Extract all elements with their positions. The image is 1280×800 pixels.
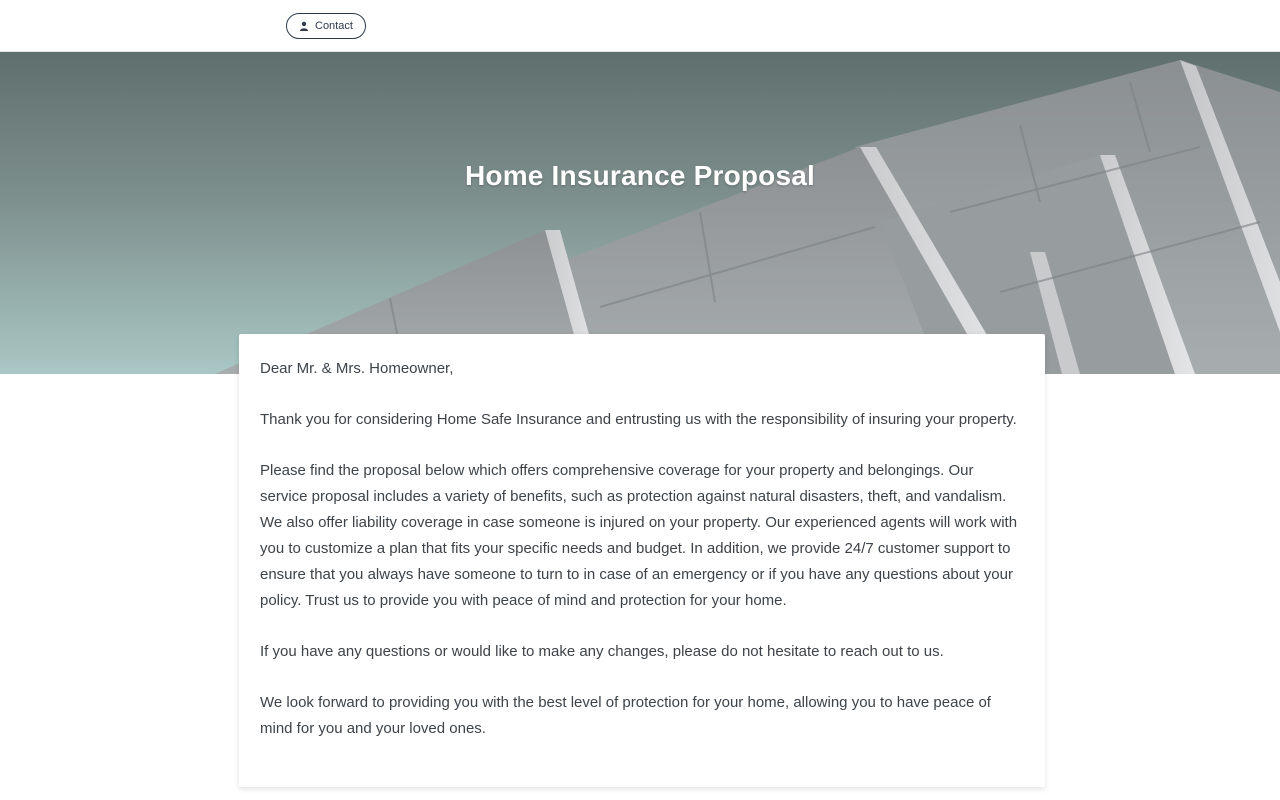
proposal-letter-card	[239, 334, 1045, 787]
hero-banner	[0, 52, 1280, 374]
contact-button[interactable]	[286, 13, 366, 39]
letter-paragraph: Thank you for considering Home Safe Insurance and entrusting us with the responsibility of insuring your property.	[260, 411, 1017, 428]
user-icon	[299, 21, 309, 31]
letter-paragraph: If you have any questions or would like to make any changes, please do not hesitate to reach out to us.	[260, 643, 944, 660]
top-bar	[0, 0, 1280, 52]
letter-greeting: Dear Mr. & Mrs. Homeowner,	[260, 360, 454, 377]
letter-paragraph: We look forward to providing you with the best level of protection for your home, allowing you to have peace of mind for you and your loved ones.	[260, 694, 991, 737]
contact-button-label: Contact	[315, 20, 353, 32]
letter-paragraph: Please find the proposal below which offers comprehensive coverage for your property and belongings. Our service proposal includes a variety of benefits, such as protection against natural disasters, theft, and vandalism. We also offer liability coverage in case someone is injured on your property. Our experienced agents will work with you to customize a plan that fits your specific needs and budget. In addition, we provide 24/7 customer support to ensure that you always have someone to turn to in case of an emergency or if you have any questions about your policy. Trust us to provide you with peace of mind and protection for your home.	[260, 462, 1018, 609]
page-title: Home Insurance Proposal	[464, 160, 816, 191]
hero-building-image	[0, 52, 1280, 374]
